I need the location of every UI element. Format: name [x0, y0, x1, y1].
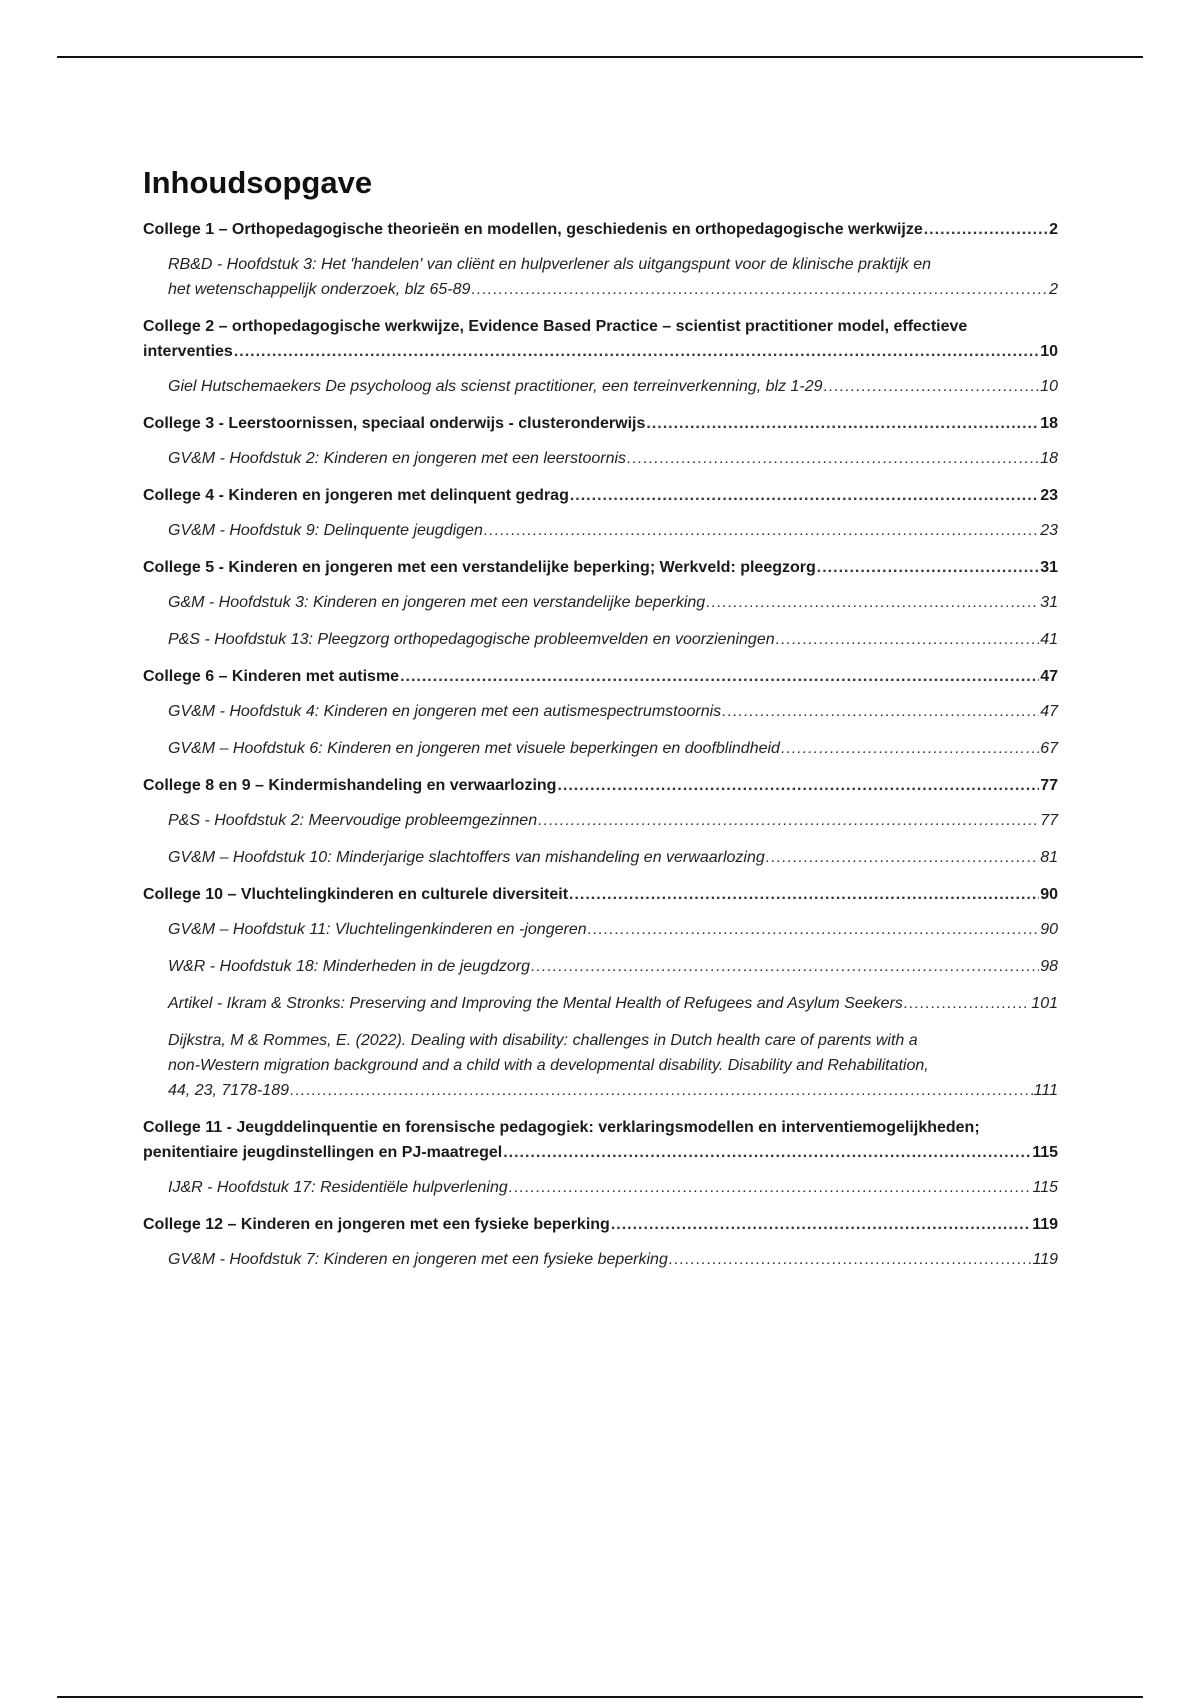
- toc-section-entry[interactable]: [168, 917, 1058, 942]
- footer-rule: [57, 1696, 1143, 1698]
- toc-page-number: 23: [1040, 487, 1058, 504]
- toc-page-number: 31: [1040, 594, 1058, 611]
- toc-section-entry[interactable]: [168, 1175, 1058, 1200]
- toc-section-entry[interactable]: [168, 1028, 1058, 1103]
- toc-entry-text: College 3 - Leerstoornissen, speciaal onderwijs - clusteronderwijs: [143, 415, 646, 432]
- toc-entry-text: GV&M – Hoofdstuk 6: Kinderen en jongeren met visuele beperkingen en doofblindheid: [168, 740, 780, 757]
- dot-leader: [824, 374, 1040, 399]
- dot-leader: [924, 217, 1048, 242]
- toc-entry-text: G&M - Hoofdstuk 3: Kinderen en jongeren met een verstandelijke beperking: [168, 594, 706, 611]
- toc-entries: [143, 217, 1058, 1272]
- toc-section-entry[interactable]: [168, 808, 1058, 833]
- toc-entry-text: Dijkstra, M & Rommes, E. (2022). Dealing with disability: challenges in Dutch health care of parents with a: [168, 1032, 918, 1049]
- dot-leader: [781, 736, 1039, 761]
- toc-section-entry[interactable]: [168, 627, 1058, 652]
- toc-entry-text: GV&M – Hoofdstuk 11: Vluchtelingenkinderen en -jongeren: [168, 921, 587, 938]
- toc-entry-text: College 8 en 9 – Kindermishandeling en verwaarlozing: [143, 777, 557, 794]
- toc-section-entry[interactable]: [168, 736, 1058, 761]
- toc-page-number: 90: [1040, 886, 1058, 903]
- toc-entry-text: GV&M - Hoofdstuk 9: Delinquente jeugdigen: [168, 522, 483, 539]
- toc-page-number: 98: [1040, 958, 1058, 975]
- dot-leader: [484, 518, 1039, 543]
- toc-page-number: 77: [1040, 777, 1058, 794]
- dot-leader: [817, 555, 1039, 580]
- toc-page-number: 10: [1040, 343, 1058, 360]
- toc-page-number: 115: [1032, 1179, 1058, 1196]
- dot-leader: [570, 483, 1039, 508]
- toc-entry-text: W&R - Hoofdstuk 18: Minderheden in de jeugdzorg: [168, 958, 530, 975]
- dot-leader: [531, 954, 1039, 979]
- toc-entry-text: College 6 – Kinderen met autisme: [143, 668, 400, 685]
- toc-section-entry[interactable]: [168, 590, 1058, 615]
- toc-page-number: 119: [1032, 1251, 1058, 1268]
- toc-chapter-entry[interactable]: [143, 483, 1058, 508]
- toc-page-number: 10: [1040, 378, 1058, 395]
- toc-section-entry[interactable]: [168, 845, 1058, 870]
- dot-leader: [611, 1212, 1031, 1237]
- dot-leader: [290, 1078, 1033, 1103]
- toc-entry-text: non-Western migration background and a child with a developmental disability. Disability and Rehabilitation,: [168, 1057, 929, 1074]
- toc-title: Inhoudsopgave: [143, 165, 373, 200]
- toc-entry-text: GV&M – Hoofdstuk 10: Minderjarige slachtoffers van mishandeling en verwaarlozing: [168, 849, 765, 866]
- toc-entry-text: Artikel - Ikram & Stronks: Preserving and Improving the Mental Health of Refugees and Asylum Seekers: [168, 995, 903, 1012]
- dot-leader: [569, 882, 1039, 907]
- toc-entry-text: College 5 - Kinderen en jongeren met een verstandelijke beperking; Werkveld: pleegzorg: [143, 559, 816, 576]
- dot-leader: [627, 446, 1039, 471]
- toc-page-number: 77: [1040, 812, 1058, 829]
- toc-section-entry[interactable]: [168, 699, 1058, 724]
- toc-chapter-entry[interactable]: [143, 664, 1058, 689]
- toc-entry-text: Giel Hutschemaekers De psycholoog als scienst practitioner, een terreinverkenning, blz 1-29: [168, 378, 823, 395]
- toc-page-number: 115: [1032, 1144, 1058, 1161]
- dot-leader: [538, 808, 1039, 833]
- toc-section-entry[interactable]: [168, 252, 1058, 302]
- toc-entry-text: GV&M - Hoofdstuk 4: Kinderen en jongeren met een autismespectrumstoornis: [168, 703, 722, 720]
- toc-entry-text: penitentiaire jeugdinstellingen en PJ-maatregel: [143, 1144, 503, 1161]
- dot-leader: [776, 627, 1040, 652]
- toc-page-number: 47: [1040, 703, 1058, 720]
- toc-section-entry[interactable]: [168, 1247, 1058, 1272]
- toc-page-number: 67: [1040, 740, 1058, 757]
- dot-leader: [722, 699, 1039, 724]
- toc-page-number: 101: [1031, 995, 1058, 1012]
- dot-leader: [503, 1140, 1031, 1165]
- toc-section-entry[interactable]: [168, 991, 1058, 1016]
- toc-page-number: 23: [1040, 522, 1058, 539]
- toc-entry-text: College 11 - Jeugddelinquentie en forensische pedagogiek: verklaringsmodellen en interventiemogelijkheden;: [143, 1119, 980, 1136]
- toc-entry-text: 44, 23, 7178-189: [168, 1082, 289, 1099]
- toc-entry-text: College 4 - Kinderen en jongeren met delinquent gedrag: [143, 487, 569, 504]
- header-rule: [57, 56, 1143, 58]
- toc-chapter-entry[interactable]: [143, 411, 1058, 436]
- dot-leader: [766, 845, 1039, 870]
- dot-leader: [588, 917, 1040, 942]
- toc-chapter-entry[interactable]: [143, 1212, 1058, 1237]
- toc-entry-text: GV&M - Hoofdstuk 7: Kinderen en jongeren met een fysieke beperking: [168, 1251, 668, 1268]
- toc-page-number: 119: [1032, 1216, 1058, 1233]
- dot-leader: [471, 277, 1048, 302]
- toc-section-entry[interactable]: [168, 518, 1058, 543]
- toc-page-number: 47: [1040, 668, 1058, 685]
- toc-entry-text: P&S - Hoofdstuk 2: Meervoudige probleemgezinnen: [168, 812, 538, 829]
- toc-entry-text: IJ&R - Hoofdstuk 17: Residentiële hulpverlening: [168, 1179, 508, 1196]
- dot-leader: [646, 411, 1039, 436]
- toc-page-number: 2: [1049, 281, 1058, 298]
- toc-section-entry[interactable]: [168, 374, 1058, 399]
- toc-entry-text: College 1 – Orthopedagogische theorieën en modellen, geschiedenis en orthopedagogische werkwijze: [143, 221, 923, 238]
- toc-entry-text: College 2 – orthopedagogische werkwijze, Evidence Based Practice – scientist practitioner model, effectieve: [143, 318, 968, 335]
- toc-entry-text: het wetenschappelijk onderzoek, blz 65-89: [168, 281, 471, 298]
- toc-section-entry[interactable]: [168, 446, 1058, 471]
- toc-section-entry[interactable]: [168, 954, 1058, 979]
- toc-entry-text: GV&M - Hoofdstuk 2: Kinderen en jongeren met een leerstoornis: [168, 450, 627, 467]
- toc-page-number: 18: [1040, 450, 1058, 467]
- toc-page-number: 41: [1040, 631, 1058, 648]
- dot-leader: [706, 590, 1039, 615]
- toc-chapter-entry[interactable]: [143, 217, 1058, 242]
- dot-leader: [509, 1175, 1032, 1200]
- dot-leader: [557, 773, 1039, 798]
- dot-leader: [400, 664, 1039, 689]
- dot-leader: [904, 991, 1030, 1016]
- toc-chapter-entry[interactable]: [143, 773, 1058, 798]
- toc-page-number: 90: [1040, 921, 1058, 938]
- toc-chapter-entry[interactable]: [143, 1115, 1058, 1165]
- toc-entry-text: P&S - Hoofdstuk 13: Pleegzorg orthopedagogische probleemvelden en voorzieningen: [168, 631, 775, 648]
- toc-chapter-entry[interactable]: [143, 882, 1058, 907]
- dot-leader: [669, 1247, 1032, 1272]
- toc-chapter-entry[interactable]: [143, 314, 1058, 364]
- toc-entry-text: College 10 – Vluchtelingkinderen en culturele diversiteit: [143, 886, 569, 903]
- toc-page-number: 111: [1033, 1082, 1058, 1099]
- toc-entry-text: interventies: [143, 343, 233, 360]
- dot-leader: [234, 339, 1039, 364]
- toc-chapter-entry[interactable]: [143, 555, 1058, 580]
- toc-page-number: 2: [1049, 221, 1058, 238]
- toc-page-number: 31: [1040, 559, 1058, 576]
- toc-entry-text: College 12 – Kinderen en jongeren met een fysieke beperking: [143, 1216, 610, 1233]
- table-of-contents: [143, 165, 1058, 1284]
- toc-page-number: 18: [1040, 415, 1058, 432]
- toc-page-number: 81: [1040, 849, 1058, 866]
- toc-entry-text: RB&D - Hoofdstuk 3: Het 'handelen' van cliënt en hulpverlener als uitgangspunt voor de klinische praktijk en: [168, 256, 931, 273]
